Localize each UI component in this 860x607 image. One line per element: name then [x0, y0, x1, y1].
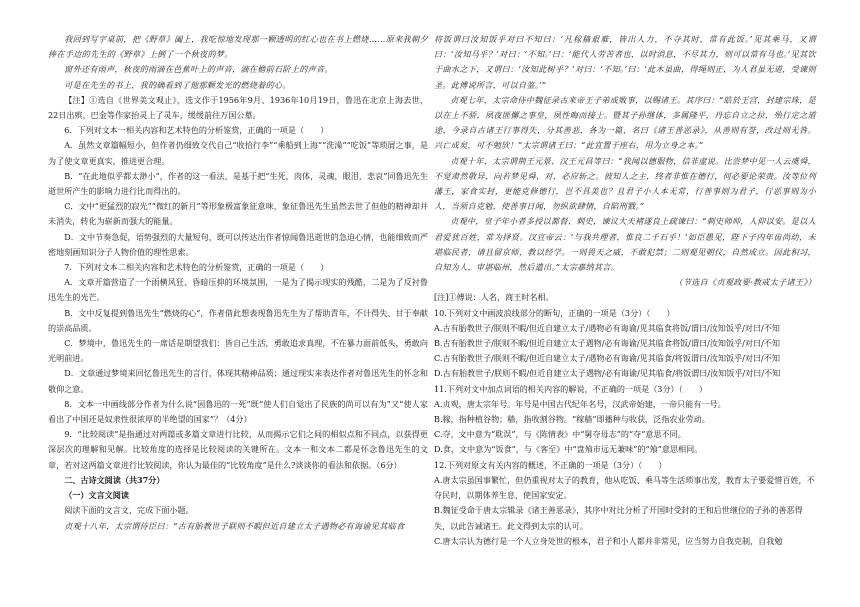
- q6-option-a: A．虽然文章篇幅短小，但作者仍细致交代自己“收拾行李”“乘船到上海”“洗澡”“吃饭”等琐屑之事，是为了使文章更真实，推进更合理。: [48, 140, 428, 166]
- question-8: 8．文本一中画线部分作者为什么说“因鲁迅的一死”既“使人们自觉出了民族的尚可以有为”又“使人家看出了中国还是奴隶性很浓厚的半绝望的国家”？（4分）: [48, 398, 428, 425]
- q7-option-c: C．梦境中，鲁迅先生的一席话是期望我们：皆自己生活，勇敢追求真理，不在暴力面前低头，勇敢向光明前进。: [48, 338, 428, 364]
- q12-option-c: C.唐太宗认为德行是一个人立身处世的根本，君子和小人都并非常见，应当努力自我克制，自我勉: [434, 535, 783, 546]
- text-note: [注]①傅说：人名，商王时名相。: [434, 292, 554, 303]
- left-column: [48, 32, 428, 534]
- q6-option-d: D．文中节奏急促，语势强烈的大量短句，既可以传达出作者惊闻鲁迅逝世的急迫心情，也能细致而严密地刻画知识分子人物价值的理性思索。: [48, 231, 428, 257]
- reading-instruction: 阅读下面的文言文，完成下面小题。: [64, 505, 194, 516]
- classical-text-paragraph: 贞观七年，太宗命侍中魏征录古来帝王子弟成败事，以赐诸王。其序曰：“皓於王宫，封建宗珠，是以在上不骄，夙夜匪懈之事皇，夙性晦而接士。暨其子孙继体，多属隆平，丹忘自立之拉，殆行定之道途，今录自古诸王行事得失，分其善恶，各为一篇，名曰《诸王善恶录》，从善则有誉，改过则无咎。兴亡成矣，可不勉欤！”太宗谓诸王曰：“此宜置于座右，用为立身之本。”: [434, 94, 816, 151]
- essay-ending-paragraph: 可是在先生的书上，我的确看到了他那颗发光的燃烧着的心。: [64, 79, 291, 90]
- q7-option-a: A．文章开篇营造了一个雨横风狂、昏暗压抑的环境氛围，一是为了揭示现实的残酷，二是为了反衬鲁迅先生的光芒。: [48, 277, 428, 303]
- classical-text-paragraph: 贞观十年，太宗谓荆王元景、汉王元昌等曰：“我闻以德服物，信非虚说。比尝梦中见一人云虞舜，不觉肃然敬异，向若梦见舜、对，必应斩之。彼知人之主，终者非惟在德行，何必要论荣贵。汝等位列藩王，家食实封，更能克修德行，岂不具美也？且君子小人本无常，行善事则为君子，行恶事则为小人，当须自克勉，使善事日闻，勿纵欲肆情，自陷刑戮。”: [434, 155, 816, 212]
- q12-option-a: A.唐太宗虽国事繁忙，但仍重视对太子的教育，他从吃饭、乘马等生活琐事出发，教育太子要爱惜百姓，不夺民时，以期体养生息，使国家安定。: [434, 474, 815, 501]
- essay-note: 【注】①选自《世界美文观止》，选文作于1956年9月、1936年10月19日，鲁迅在北京上海去世，22日出殡，巴金等作家抬灵上了灵车，缓缓前往万国公墓。: [48, 94, 428, 121]
- classical-text-paragraph: 将饭谓曰汝知饭乎对曰不知曰：‘凡稼穑艰难，皆出人力，不夺其时，常有此饭。’见其乘马，又谓曰：‘汝知马乎？’对曰：‘不知。’曰：‘能代人劳苦者也，以时消息，不尽其力，则可以常有马也。’见其饮于曲水之下，又谓曰：‘汝知此树乎？’对曰：‘不知。’曰：‘此木虽曲，得绳则正，为人君虽无道，受谏则圣。此傅说所言，可以自鉴。’”: [434, 34, 816, 90]
- section-heading: 二、古诗文阅读（共37分）: [64, 474, 165, 485]
- text-source: （节选自《贞观政要·教戒太子诸王》）: [674, 277, 816, 288]
- q11-option-b: B.稼，指种植谷物；穑，指收割谷物。“稼穑”即播种与收获，泛指农业劳动。: [434, 414, 710, 425]
- q10-option-b: B.古有胎教世子/朕则不暇/但近自建立太子遇物/必有诲谕/见其临食将饭/谓曰/汝知饭乎/对曰/不知: [434, 338, 780, 349]
- question-9: 9．“比较阅读”是指通过对两篇或多篇文章进行比较，从而揭示它们之间的相似点和不同点，以获得更深层次的理解和见解。比较角度的选择是比较阅读的关键所在。文本一和文本二都是怀念鲁迅先生的文章，若对这两篇文章进行比较阅读，你认为最佳的“比较角度”是什么?谈谈你的看法和依据。（6分）: [48, 429, 428, 470]
- classical-text-paragraph: 贞观中，皇子年小者多授以都督、刺史，谏议大夫褚遂良上疏谏曰：“刺史师帅，人仰以安。是以人君爱犹百姓，常为择贤。汉宣帝云：‘与我共理者，惟良二千石乎！’如臣愚见，陛下子内年齿尚幼，未堪临民者，请且留京师，教以经学。一则畏天之威，不敢犯禁；二则观见朝仪，自然成立。因此积习，自知为人，审堪临州，然后遣出。”太宗嘉纳其言。: [434, 216, 816, 273]
- q6-option-c: C．文中“更猛烈的寂光”“微红的新月”等形象极富象征意味，象征鲁迅先生虽然去世了但他的精神却并未消失，转化为崭新而强大的能量。: [48, 201, 428, 227]
- q6-option-b: B．“在此地似乎都太渺小”，作者的这一看法，是基于把“生死，肉体，灵魂，眼泪，悲哀”同鲁迅先生逝世所产生的影响力进行比而得出的。: [48, 170, 428, 197]
- q7-option-b: B．文中反复提到鲁迅先生“燃烧的心”，作者借此想表现鲁迅先生为了帮助青年，不计得失、甘于奉献的崇高品质。: [48, 307, 428, 333]
- q10-option-a: A.古有胎教世子/朕则不暇/但近自建立太子/遇物必有诲谕/见其临食将饭/谓曰/汝知饭乎/对曰/不知: [434, 322, 780, 333]
- q11-option-c: C.夺，文中意为“耽误”，与《陈情表》中“舅夺母志”的“夺”意思不同。: [434, 429, 686, 440]
- q12-option-b: B.魏征受命于唐太宗辑录《诸王善恶录》，其序中对比分析了开国时受封的王和后世继位的子孙的善恶得失，以此告诫诸王。此文得到太宗的认可。: [434, 505, 803, 531]
- classical-text-paragraph: 贞观十八年，太宗谓侍臣曰：“古有胎教世子联则不暇但近自建立太子遇物必有诲谕见其临食: [64, 520, 405, 531]
- right-column: [434, 32, 816, 549]
- subsection-heading: （一）文言文阅读: [64, 490, 129, 501]
- essay-ending-paragraph: 我回到写字桌前，把《野草》阖上，我吃惊地发现那一颗透明的红心也在书上燃烧……原来我朝夕捧在手边的先生的《野草》上倒了一个秋夜的梦。: [48, 34, 428, 60]
- q11-option-d: D.食，文中意为“饭食”，与《客至》中“盘飧市远无兼味”的“飧”意思相同。: [434, 444, 703, 455]
- q10-option-c: C.古有胎教世子/朕则不暇/但近自建立太子/遇物必有诲谕/见其临食/将饭谓曰/汝知饭乎/对曰/不知: [434, 353, 780, 364]
- q11-option-a: A.贞观，唐太宗年号。年号是中国古代纪年名号，汉武帝始建，一帝只能有一号。: [434, 398, 726, 409]
- q10-option-d: D.古有胎教世子/朕则不暇/但近自建立太子遇物/必有诲谕/见其临食/将饭谓曰/汝知饭乎/对曰/不知: [434, 368, 781, 379]
- essay-ending-paragraph: 窗外还有雨声，秋夜的雨滴在芭蕉叶上的声音，滴在檐前石阶上的声音。: [64, 64, 333, 75]
- question-12: 12.下列对原文有关内容的概述，不正确的一项是（3分）（ ）: [434, 459, 667, 470]
- question-10: 10.下列对文中画波浪线部分的断句，正确的一项是（3分）（ ）: [434, 307, 675, 318]
- q7-option-d: D．文章通过梦境来回忆鲁迅先生的言行，体现其精神品质；通过现实来表达作者对鲁迅先生的怀念和敬仰之意。: [48, 368, 428, 394]
- question-6: 6．下列对文本一相关内容和艺术特色的分析鉴赏，正确的一项是（ ）: [64, 125, 329, 136]
- question-11: 11.下列对文中加点词语的相关内容的解说，不正确的一项是（3分）（ ）: [434, 383, 707, 394]
- question-7: 7．下列对文本二相关内容和艺术特色的分析鉴赏，正确的一项是（ ）: [64, 262, 329, 273]
